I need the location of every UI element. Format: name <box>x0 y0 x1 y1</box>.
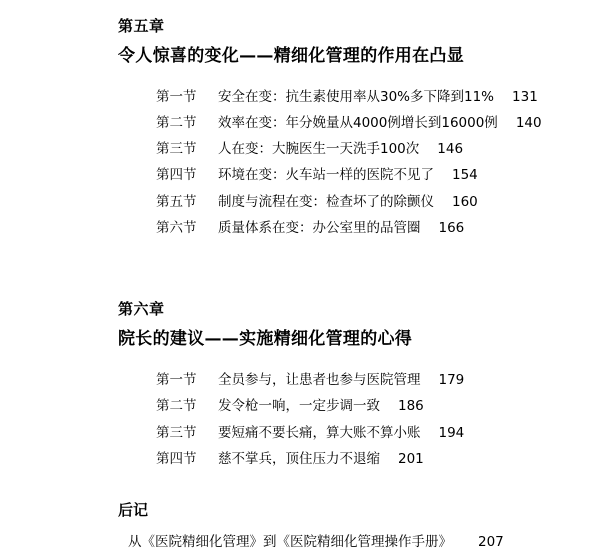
section-page: 179 <box>438 371 465 388</box>
section-page: 194 <box>438 424 465 441</box>
section-page: 201 <box>398 450 424 467</box>
section-title: 质量体系在变：办公室里的品管圈 <box>218 220 421 237</box>
toc-entry[interactable] <box>118 162 560 188</box>
chapter-title: 令人惊喜的变化——精细化管理的作用在凸显 <box>118 46 464 66</box>
section-label: 第一节 <box>156 371 197 388</box>
section-title: 全员参与，让患者也参与医院管理 <box>218 371 421 388</box>
toc-entry[interactable] <box>118 393 560 419</box>
section-title: 慈不掌兵，顶住压力不退缩 <box>218 450 380 467</box>
chapter-block-5 <box>118 14 560 241</box>
section-label: 第四节 <box>156 450 197 467</box>
section-label: 第三节 <box>156 424 197 441</box>
toc-entry[interactable] <box>118 530 560 556</box>
chapter-number: 第五章 <box>118 17 165 35</box>
chapter-gap <box>118 241 560 297</box>
section-label: 第二节 <box>156 398 197 415</box>
section-label: 第一节 <box>156 88 197 105</box>
toc-entry[interactable] <box>118 446 560 472</box>
section-page: 186 <box>398 398 424 415</box>
toc-entry[interactable] <box>118 110 560 136</box>
section-title: 环境在变：火车站一样的医院不见了 <box>218 167 434 184</box>
section-title: 发令枪一响，一定步调一致 <box>218 398 380 415</box>
section-title: 安全在变：抗生素使用率从30%多下降到11% <box>218 88 495 105</box>
chapter-title: 院长的建议——实施精细化管理的心得 <box>118 329 413 350</box>
toc-entry[interactable] <box>118 84 560 110</box>
postscript-title: 后记 <box>118 501 149 520</box>
section-page: 140 <box>515 114 542 131</box>
section-page: 154 <box>452 167 478 184</box>
section-list <box>118 84 560 242</box>
toc-entry[interactable] <box>118 136 560 162</box>
chapter-block-6 <box>118 297 560 472</box>
chapter-number: 第六章 <box>118 300 165 319</box>
section-title: 要短痛不要长痛，算大账不算小账 <box>218 424 421 441</box>
section-title: 人在变：大腕医生一天洗手100次 <box>218 141 420 158</box>
postscript-block <box>118 498 560 556</box>
section-title: 效率在变：年分娩量从4000例增长到16000例 <box>218 114 498 131</box>
section-page: 160 <box>452 193 478 210</box>
section-label: 第三节 <box>156 141 197 158</box>
postscript-entry-page: 207 <box>478 534 504 551</box>
section-list <box>118 367 560 472</box>
section-page: 166 <box>438 220 465 237</box>
section-page: 131 <box>512 88 538 105</box>
toc-entry[interactable] <box>118 367 560 393</box>
section-title: 制度与流程在变：检查坏了的除颤仪 <box>218 193 434 210</box>
toc-entry[interactable] <box>118 420 560 446</box>
section-label: 第四节 <box>156 167 197 184</box>
section-label: 第六节 <box>156 220 197 237</box>
postscript-entry-title: 从《医院精细化管理》到《医院精细化管理操作手册》 <box>128 534 452 551</box>
section-page: 146 <box>437 141 464 158</box>
section-label: 第二节 <box>156 114 197 131</box>
toc-entry[interactable] <box>118 189 560 215</box>
section-label: 第五节 <box>156 193 197 210</box>
toc-entry[interactable] <box>118 215 560 241</box>
